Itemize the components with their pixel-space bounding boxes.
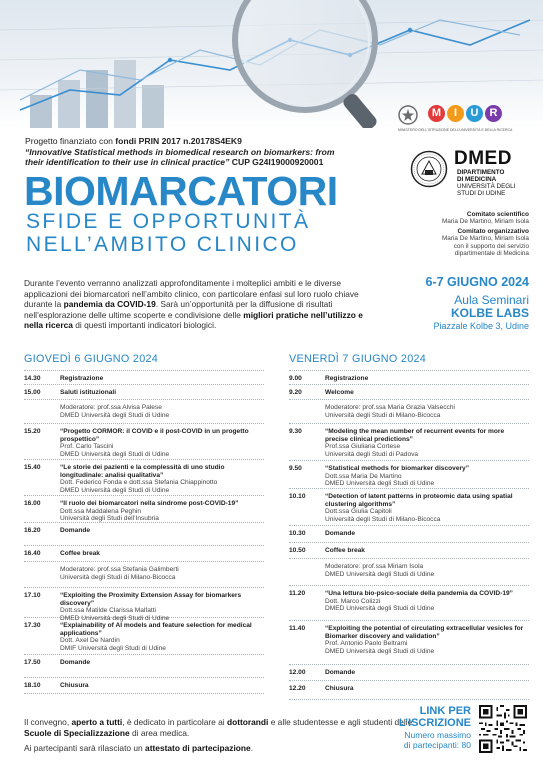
max-participants (404, 730, 471, 750)
dmed-univ-line-1: UNIVERSITÀ DEGLI (457, 183, 516, 190)
schedule-time: 10.30 (289, 530, 306, 537)
miur-letter-i: I (447, 105, 464, 122)
schedule-row (24, 385, 264, 400)
schedule-content (60, 622, 260, 652)
intro-part-1: Durante l’evento verranno analizzati approfonditamente i molteplici ambiti e le diverse applicazioni dei biomarcatori nell’ambito clinico, con particolare enfasi sul loro ruolo chiave durante la (24, 278, 359, 310)
schedule-detail: Dott. Marco Colizzi (325, 597, 381, 605)
footer-b1: Ai partecipanti sarà rilasciato un (24, 743, 146, 753)
project-line-2: “Innovative Statistical methods in biomedical research on biomarkers: from (25, 146, 335, 157)
schedule-time: 12.20 (289, 685, 306, 692)
miur-letter-m: M (428, 105, 445, 122)
schedule-detail: Università degli Studi di Padova (325, 450, 419, 458)
schedule-title: “Detection of latent patterns in proteomic data using spatial clustering algorithms” (325, 493, 513, 508)
schedule-content (325, 669, 525, 677)
schedule-title: “Le storie dei pazienti e la complessità di uno studio longitudinale: analisi qualitativa” (60, 464, 225, 479)
schedule-time: 14.30 (24, 375, 41, 382)
schedule-moderator-row (24, 400, 264, 424)
organizing-committee-support-2: dipartimentale di Medicina (454, 250, 529, 258)
day2-title: VENERDÌ 7 GIUGNO 2024 (289, 353, 427, 365)
schedule-detail: DMIF Università degli Studi di Udine (60, 644, 166, 652)
schedule-time: 15.00 (24, 389, 41, 396)
schedule-detail: DMED Università degli Studi di Udine (325, 647, 435, 655)
schedule-title: Domande (60, 659, 91, 666)
schedule-content (60, 375, 260, 383)
schedule-detail: Università degli Studi dell’Insubria (60, 515, 159, 523)
registration-link[interactable] (399, 705, 471, 729)
schedule-content (60, 428, 260, 458)
dmed-dept-line-2: DI MEDICINA (457, 176, 497, 183)
schedule-moderator-row (24, 562, 264, 588)
max-participants-line-2: di partecipanti: 80 (403, 740, 471, 750)
miur-logo (428, 103, 502, 123)
schedule-time: 16.20 (24, 527, 41, 534)
miur-letter-u: U (466, 105, 483, 122)
max-participants-line-1: Numero massimo (404, 730, 471, 740)
schedule-detail: Dott.ssa Giulia Capitoli (325, 508, 392, 516)
schedule-title: “Il ruolo dei biomarcatori nella sindrome post-COVID-19” (60, 500, 239, 507)
schedule-time: 18.10 (24, 682, 41, 689)
schedule-row (24, 618, 264, 655)
schedule-title: Saluti istituzionali (60, 389, 117, 396)
schedule-content (325, 547, 525, 555)
dmed-university (457, 183, 537, 197)
schedule-content (325, 563, 525, 578)
event-date: 6-7 GIUGNO 2024 (425, 275, 529, 289)
schedule-content (325, 493, 525, 523)
schedule-row (289, 526, 529, 543)
project-cup: CUP G24I19000920001 (229, 157, 324, 167)
schedule-time: 17.10 (24, 592, 41, 599)
schedule-row (24, 678, 264, 694)
schedule-title: Registrazione (325, 375, 369, 382)
organizing-committee (369, 228, 529, 258)
footer-b1-bold: attestato di partecipazione (145, 743, 251, 753)
schedule-detail: Dott.ssa Maddalena Peghin (60, 507, 142, 515)
footer-a4: di area medica. (129, 727, 190, 738)
footer-a1: Il convegno, (24, 717, 72, 727)
schedule-content (60, 404, 260, 419)
schedule-time: 11.40 (289, 625, 306, 632)
intro-bold-2: migliori pratiche nell’utilizzo e nella ricerca (24, 309, 363, 331)
footer-b2: . (250, 743, 254, 753)
schedule-content (325, 530, 525, 538)
schedule-row (289, 461, 529, 489)
schedule-detail: Università degli Studi di Milano-Bicocca (325, 515, 441, 523)
schedule-detail: Prof. Antonio Paolo Beltrami (325, 640, 408, 648)
schedule-time: 10.50 (289, 547, 306, 554)
miur-letter-r: R (485, 105, 502, 122)
schedule-row (24, 588, 264, 622)
schedule-moderator-row (289, 559, 529, 586)
schedule-detail: DMED Università degli Studi di Udine (325, 480, 435, 488)
schedule-title: Registrazione (60, 375, 104, 382)
schedule-content (325, 625, 525, 655)
schedule-row (24, 655, 264, 678)
schedule-row (289, 665, 529, 681)
schedule-content (60, 550, 260, 558)
scientific-committee (369, 211, 529, 226)
schedule-row (24, 546, 264, 562)
schedule-time: 9.00 (289, 375, 302, 382)
scientific-committee-names: Maria De Martino, Miriam Isola (441, 218, 529, 226)
scientific-committee-title: Comitato scientifico (466, 211, 529, 218)
schedule-title: “Modeling the mean number of recurrent events for more precise clinical predictions” (325, 428, 505, 443)
schedule-row (24, 370, 264, 385)
schedule-row (289, 586, 529, 621)
italian-republic-emblem-icon (398, 104, 418, 126)
schedule-detail: DMED Università degli Studi di Udine (60, 614, 170, 622)
schedule-detail: Moderatore: prof.ssa Stefania Galimberti (60, 566, 179, 573)
schedule-detail: Prof.ssa Giuliana Cortese (325, 443, 401, 451)
schedule-detail: DMED Università degli Studi di Udine (325, 605, 435, 613)
university-seal-icon (410, 150, 448, 188)
footer-a1-bold: aperto a tutti (71, 717, 123, 727)
schedule-title: Welcome (325, 389, 354, 396)
schedule-time: 15.20 (24, 428, 41, 435)
dmed-univ-line-2: STUDI DI UDINE (457, 190, 506, 197)
schedule-detail: Università degli Studi di Milano-Bicocca (60, 573, 176, 581)
schedule-title: “Progetto CORMOR: il COVID e il post-COVID in un progetto prospettico” (60, 428, 249, 443)
schedule-detail: Dott. Axel De Nardin (60, 637, 120, 645)
schedule-time: 15.40 (24, 464, 41, 471)
schedule-time: 9.20 (289, 389, 302, 396)
schedule-content (325, 465, 525, 488)
schedule-content (60, 659, 260, 667)
schedule-content (325, 375, 525, 383)
schedule-detail: Moderatore: prof.ssa Alvisa Palese (60, 404, 162, 411)
schedule-row (289, 385, 529, 400)
project-title-end: their identification to their use in clinical practice” (25, 157, 230, 167)
schedule-detail: Dott.ssa Maria De Martino (325, 472, 402, 480)
schedule-time: 16.40 (24, 550, 41, 557)
schedule-detail: Prof. Carlo Tascini (60, 443, 114, 451)
organizing-committee-title: Comitato organizzativo (457, 228, 529, 235)
schedule-row (24, 496, 264, 523)
schedule-title: “Exploiting the Proximity Extension Assay for biomarkers discovery” (60, 592, 242, 607)
schedule-title: “Una lettura bio-psico-sociale della pandemia da COVID-19” (325, 590, 513, 597)
schedule-title: Coffee break (60, 550, 100, 557)
project-line-3 (25, 157, 385, 168)
registration-link-line-2: L’ISCRIZIONE (398, 717, 471, 729)
schedule-time: 10.10 (289, 493, 306, 500)
qr-code-icon[interactable] (479, 705, 527, 753)
schedule-content (60, 566, 260, 581)
schedule-detail: DMED Università degli Studi di Udine (60, 486, 170, 494)
schedule-time: 17.50 (24, 659, 41, 666)
intro-part-3: di questi importanti indicatori biologici. (72, 320, 217, 331)
schedule-time: 9.50 (289, 465, 302, 472)
schedule-detail: DMED Università degli Studi di Udine (60, 411, 170, 419)
schedule-content (60, 682, 260, 690)
day1-title: GIOVEDÌ 6 GIUGNO 2024 (24, 353, 159, 365)
schedule-content (325, 428, 525, 458)
dmed-wordmark: DMED (454, 148, 512, 169)
footer-a2-bold: dottorandi (226, 717, 269, 727)
intro-paragraph (24, 278, 364, 331)
footer-a2: , è dedicato in particolare ai (122, 717, 227, 727)
schedule-content (60, 389, 260, 397)
schedule-detail: DMED Università degli Studi di Udine (60, 450, 170, 458)
schedule-time: 12.00 (289, 669, 306, 676)
organizing-committee-names: Maria De Martino, Miriam Isola (441, 235, 529, 243)
schedule-row (24, 424, 264, 460)
schedule-row (289, 424, 529, 461)
schedule-moderator-row (289, 400, 529, 424)
project-info (25, 136, 385, 168)
footer-a3: e alle studentesse e agli studenti delle (268, 717, 413, 727)
schedule-content (60, 464, 260, 494)
dmed-department (457, 169, 504, 183)
schedule-detail: Università degli Studi di Milano-Bicocca (325, 411, 441, 419)
schedule-detail: Dott.ssa Matilde Clarissa Malfatti (60, 607, 157, 615)
schedule-row (289, 370, 529, 385)
schedule-title: Domande (325, 669, 356, 676)
schedule-title: “Statistical methods for biomarker discovery” (325, 465, 470, 472)
schedule-detail: Moderatore: prof.ssa Miriam Isola (325, 563, 424, 570)
schedule-row (289, 621, 529, 665)
main-title: BIOMARCATORI (24, 168, 338, 214)
event-address: Piazzale Kolbe 3, Udine (433, 321, 529, 331)
project-line-1 (25, 136, 385, 147)
schedule-row (24, 460, 264, 496)
schedule-content (325, 404, 525, 419)
schedule-content (325, 590, 525, 613)
footer-note-2 (24, 743, 424, 754)
miur-caption: MINISTERO DELL'ISTRUZIONE DELL'UNIVERSITÀ E DELLA RICERCA (398, 128, 513, 132)
footer-note-1 (24, 717, 424, 738)
schedule-detail: Moderatore: prof.ssa Maria Grazia Valsecchi (325, 404, 455, 411)
day2-schedule (289, 370, 529, 700)
schedule-detail: Dott. Federico Fonda e dott.ssa Stefania Chiappinotto (60, 479, 218, 487)
footer-a3-bold: Scuole di Specializzazione (24, 727, 130, 738)
schedule-time: 16.00 (24, 500, 41, 507)
schedule-row (289, 489, 529, 526)
schedule-row (289, 681, 529, 700)
schedule-title: Domande (60, 527, 91, 534)
schedule-title: Domande (325, 530, 356, 537)
schedule-title: Chiusura (60, 682, 89, 689)
intro-bold-1: pandemia da COVID-19 (63, 299, 156, 310)
schedule-title: “Exploiting the potential of circulating extracellular vesicles for Biomarker discovery and validation” (325, 625, 524, 640)
dmed-dept-line-1: DIPARTIMENTO (457, 169, 505, 176)
event-venue: KOLBE LABS (451, 306, 529, 320)
schedule-time: 17.30 (24, 622, 41, 629)
project-funding-prefix: Progetto finanziato con (25, 136, 116, 146)
schedule-time: 9.30 (289, 428, 302, 435)
schedule-title: Coffee break (325, 547, 365, 554)
project-funding-code: fondi PRIN 2017 n.20178S4EK9 (115, 136, 242, 146)
day1-schedule (24, 370, 264, 694)
subtitle-line-2: NELL’AMBITO CLINICO (26, 233, 299, 256)
schedule-content (60, 500, 260, 523)
schedule-detail: DMED Università degli Studi di Udine (325, 570, 435, 578)
intro-part-2: . Sarà un’opportunità per la diffusione di risultati nell’esplorazione delle ultime scoperte e condivisione delle (24, 299, 333, 320)
schedule-row (289, 543, 529, 559)
schedule-content (60, 527, 260, 535)
schedule-title: “Explainability of AI models and feature selection for medical applications” (60, 622, 252, 637)
organizing-committee-support-1: con il supporto del servizio (453, 242, 529, 250)
schedule-content (325, 389, 525, 397)
schedule-time: 11.20 (289, 590, 306, 597)
subtitle-line-1: SFIDE E OPPORTUNITÀ (26, 210, 311, 233)
schedule-content (325, 685, 525, 693)
event-room: Aula Seminari (454, 293, 529, 307)
schedule-row (24, 523, 264, 546)
registration-link-line-1: LINK PER (419, 705, 471, 717)
schedule-title: Chiusura (325, 685, 354, 692)
